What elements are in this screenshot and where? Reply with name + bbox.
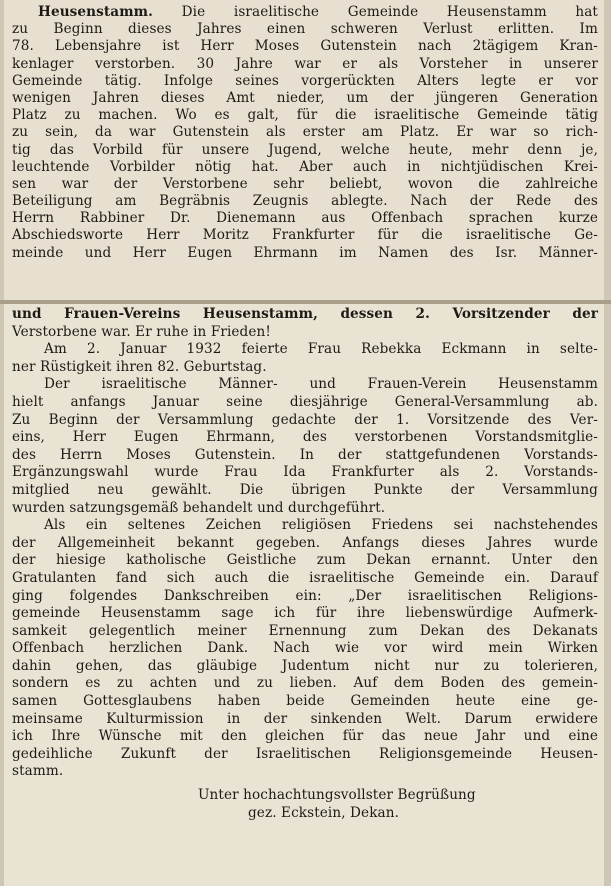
text-line [12,4,598,21]
text-line-body: Die israelitische Gemeinde Heusenstamm hat [153,4,598,20]
newspaper-clipping-bottom [4,304,604,886]
text-line: Beteiligung am Begräbnis Zeugnis ablegte. Nach der Rede des [12,193,598,210]
text-line: Abschiedsworte Herr Moritz Frankfurter für die israelitische Ge- [12,227,598,244]
text-line: Zu Beginn der Versammlung gedachte der 1. Vorsitzende des Ver- [12,411,598,428]
text-line: samen Gottesglaubens haben beide Gemeinden heute eine ge- [12,693,598,710]
text-line: wurden satzungsgemäß behandelt und durchgeführt. [12,499,386,516]
text-line: samkeit gelegentlich meiner Ernennung zum Dekan des Dekanats [12,622,598,639]
text-line: Am 2. Januar 1932 feierte Frau Rebekka Eckmann in selte- [44,341,598,358]
text-line: Gemeinde tätig. Infolge seines vorgerückten Alters legte er vor [12,72,598,89]
text-line: wenigen Jahren dieses Amt nieder, um der jüngeren Generation [12,89,598,106]
text-line: sondern es zu achten und zu lieben. Auf dem Boden des gemein- [12,675,598,692]
text-line: gedeihliche Zukunft der Israelitischen Religionsgemeinde Heusen- [12,745,598,762]
text-line: Gratulanten fand sich auch die israelitische Gemeinde ein. Darauf [12,569,598,586]
signature-closing: Unter hochachtungsvollster Begrüßung [198,787,476,804]
text-line: Offenbach herzlichen Dank. Nach wie vor wird mein Wirken [12,640,598,657]
newspaper-clipping-top [4,0,604,300]
article-text-block [12,4,598,262]
text-line: zu sein, da war Gutenstein als erster am Platz. Er war so rich- [12,124,598,141]
text-line: ner Rüstigkeit ihren 82. Geburtstag. [12,358,267,375]
text-line: des Herrn Moses Gutenstein. In der stattgefundenen Vorstands- [12,446,598,463]
text-line: Als ein seltenes Zeichen religiösen Friedens sei nachstehendes [44,517,598,534]
text-line: mitglied neu gewählt. Die übrigen Punkte der Versammlung [12,481,598,498]
text-line: Herrn Rabbiner Dr. Dienemann aus Offenbach sprachen kurze [12,210,598,227]
article-lead-heading: Heusenstamm. [38,4,154,20]
text-line: Platz zu machen. Wo es galt, für die israelitische Gemeinde tätig [12,107,598,124]
text-line: meinde und Herr Eugen Ehrmann im Namen des Isr. Männer- [12,244,598,261]
text-line: Der israelitische Männer- und Frauen-Verein Heusenstamm [44,376,598,393]
text-line: 78. Lebensjahre ist Herr Moses Gutenstein nach 2tägigem Kran- [12,38,598,55]
text-line: Ergänzungswahl wurde Frau Ida Frankfurter als 2. Vorstands- [12,464,598,481]
text-line: und Frauen-Vereins Heusenstamm, dessen 2. Vorsitzender der [12,306,598,322]
text-line: dahin gehen, das gläubige Judentum nicht nur zu tolerieren, [12,657,598,674]
text-line: Verstorbene war. Er ruhe in Frieden! [12,323,271,340]
text-line: sen war der Verstorbene sehr beliebt, wovon die zahlreiche [12,175,598,192]
article-text-block [12,306,598,781]
signature-name: gez. Eckstein, Dekan. [248,804,400,821]
text-line: stamm. [12,763,64,780]
text-line: ich Ihre Wünsche mit den gleichen für das neue Jahr und eine [12,728,598,745]
text-line: ging folgendes Dankschreiben ein: „Der israelitischen Religions- [12,587,598,604]
text-line: gemeinde Heusenstamm sage ich für ihre liebenswürdige Aufmerk- [12,605,598,622]
text-line: leuchtende Vorbilder nötig hat. Aber auch in nichtjüdischen Krei- [12,158,598,175]
text-line: eins, Herr Eugen Ehrmann, des verstorbenen Vorstandsmitglie- [12,429,598,446]
text-line: der hiesige katholische Geistliche zum Dekan ernannt. Unter den [12,552,598,569]
text-line: kenlager verstorben. 30 Jahre war er als Vorsteher in unserer [12,55,598,72]
text-line: meinsame Kulturmission in der sinkenden Welt. Darum erwidere [12,710,598,727]
text-line: zu Beginn dieses Jahres einen schweren Verlust erlitten. Im [12,21,598,38]
text-line: tig das Vorbild für unsere Jugend, welche heute, mehr denn je, [12,141,598,158]
text-line: der Allgemeinheit bekannt gegeben. Anfangs dieses Jahres wurde [12,534,598,551]
text-line: hielt anfangs Januar seine diesjährige General-Versammlung ab. [12,393,598,410]
